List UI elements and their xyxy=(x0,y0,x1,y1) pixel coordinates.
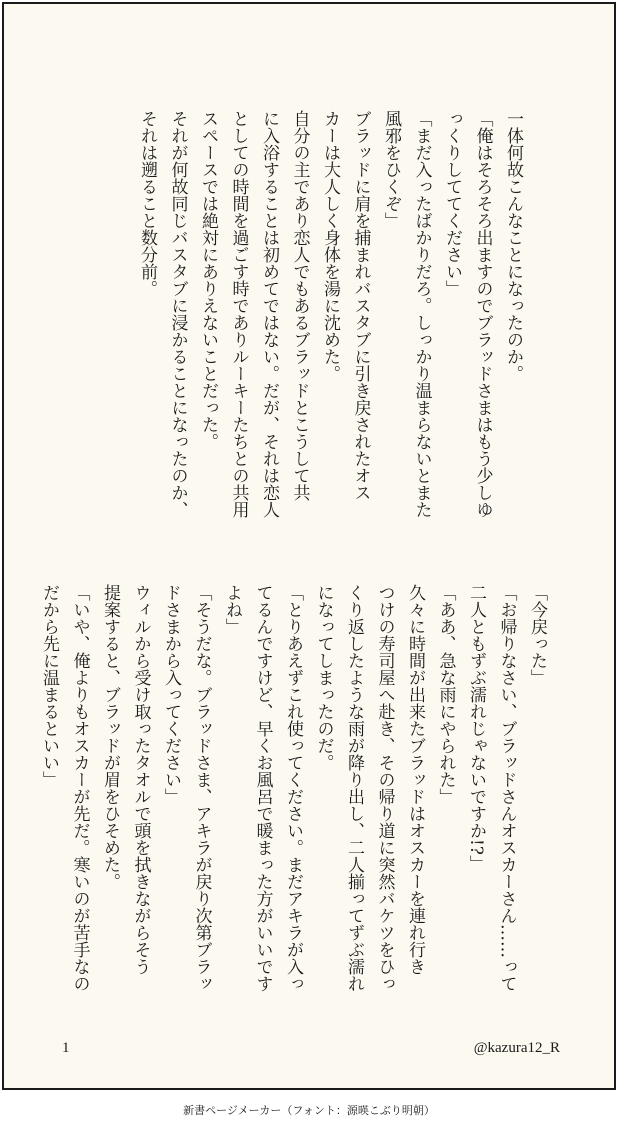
text-line: ウィルから受け取ったタオルで頭を拭きながらそう xyxy=(130,584,151,975)
text-line: よね」 xyxy=(222,584,242,635)
text-line: ブラッドに肩を捕まれバスタブに引き戻されたオス xyxy=(350,110,371,501)
text-line: つけの寿司屋へ赴き、その帰り道に突然バケツをひっ xyxy=(374,584,395,992)
text-line: に入浴することは初めてではない。だが、それは恋人 xyxy=(259,110,279,518)
text-line: としての時間を過ごす時でありルーキーたちとの共用 xyxy=(228,110,249,518)
text-line: になってしまったのだ。 xyxy=(313,584,334,771)
page xyxy=(2,2,616,1090)
text-line: 提案すると、ブラッドが眉をひそめた。 xyxy=(100,584,120,890)
text-line: 「俺はそろそろ出ますのでブラッドさまはもう少しゆ xyxy=(472,110,493,518)
footer-credit: 新書ページメーカー（フォント：源暎こぶり明朝） xyxy=(183,1104,435,1117)
text-line: 「いや、俺よりもオスカーが先だ。寒いのが苦手なの xyxy=(69,584,90,992)
text-line: 「お帰りなさい、ブラッドさんオスカーさん……って xyxy=(496,584,517,992)
text-line: 「まだ入ったばかりだろ。しっかり温まらないとまた xyxy=(411,110,432,518)
text-line: てるんですけど、早くお風呂で暖まった方がいいです xyxy=(252,584,273,992)
text-line: 二人ともずぶ濡れじゃないですか!?」 xyxy=(466,584,486,872)
text-line: 一体何故こんなことになったのか。 xyxy=(503,110,523,382)
text-line: それが何故同じバスタブに浸かることになったのか、 xyxy=(167,110,188,518)
text-line: それは遡ること数分前。 xyxy=(137,110,157,297)
text-line: 「ああ、急な雨にやられた」 xyxy=(435,584,456,805)
text-line: っくりしててください」 xyxy=(442,110,462,297)
text-line: 「今戻った」 xyxy=(527,584,547,686)
text-line: 久々に時間が出来たブラッドはオスカーを連れ行き xyxy=(405,584,425,975)
page-number: 1 xyxy=(62,1040,70,1056)
text-line: 風邪をひくぞ」 xyxy=(381,110,401,229)
text-line: ドさまから入ってください」 xyxy=(161,584,181,805)
text-line: くり返したような雨が降り出し、二人揃ってずぶ濡れ xyxy=(344,584,364,992)
author-handle: @kazura12_R xyxy=(473,1040,560,1056)
text-line: カーは大人しく身体を湯に沈めた。 xyxy=(320,110,340,382)
upper-text-block xyxy=(128,110,528,542)
text-line: 「とりあえずこれ使ってください。まだアキラが入っ xyxy=(283,584,303,992)
text-line: スペースでは絶対にありえないことだった。 xyxy=(198,110,218,450)
text-line: だから先に温まるといい」 xyxy=(39,584,59,788)
text-line: 「そうだな。ブラッドさま、アキラが戻り次第ブラッ xyxy=(191,584,212,992)
lower-text-block xyxy=(39,584,552,1014)
text-line: 自分の主であり恋人でもあるブラッドとこうして共 xyxy=(289,110,310,501)
